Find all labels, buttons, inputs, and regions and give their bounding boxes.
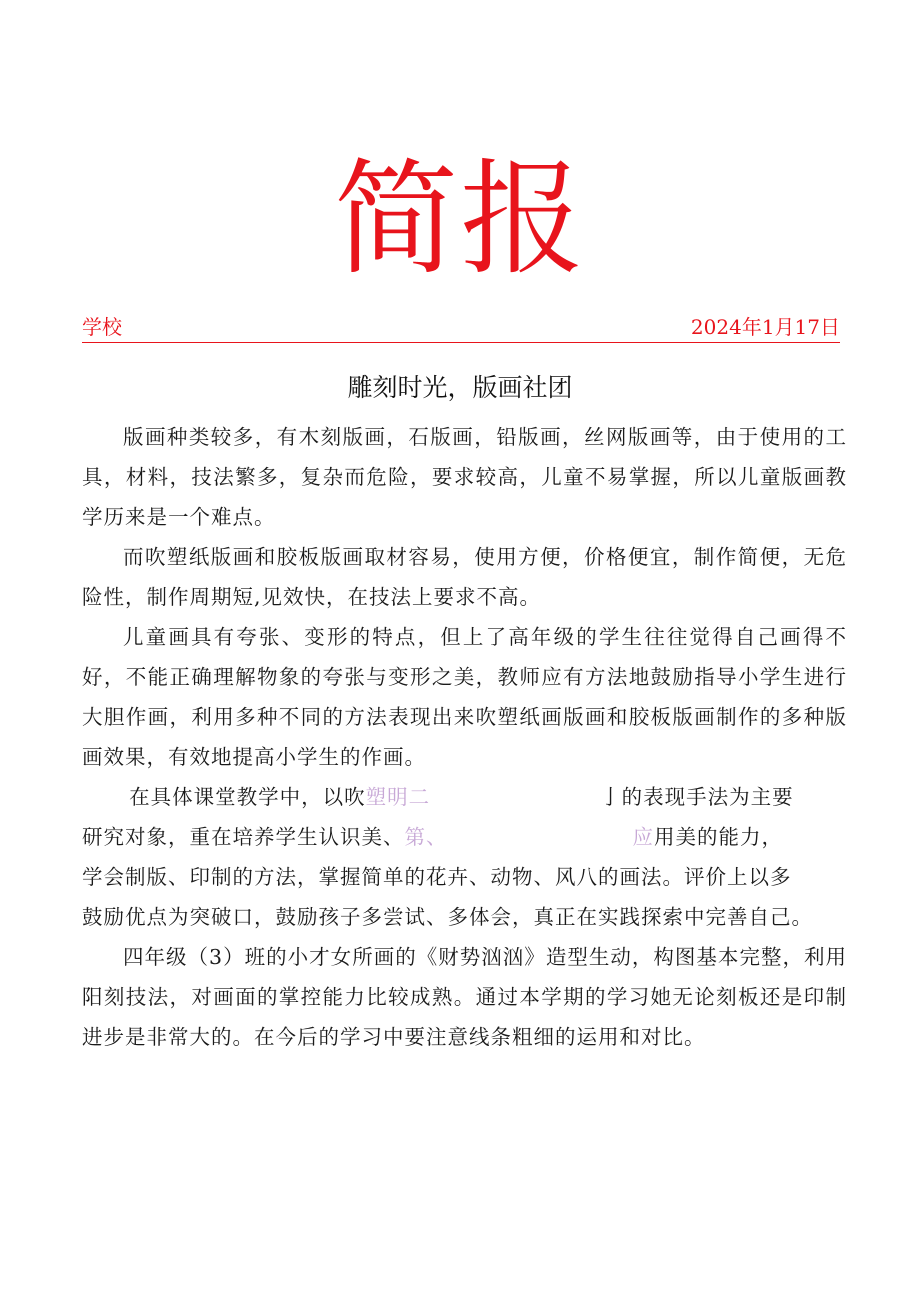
paragraph-1: 版画种类较多，有木刻版画，石版画，铅版画，丝网版画等，由于使用的工具，材料，技法繁多，复杂而危险，要求较高，儿童不易掌握，所以儿童版画教学历来是一个难点。 [82, 425, 847, 529]
masthead-title: 简报 [333, 148, 586, 292]
meta-row [82, 312, 840, 343]
article-body [82, 417, 847, 1057]
paragraph-5: 四年级（3）班的小才女所画的《财势汹汹》造型生动，构图基本完整，利用阳刻技法，对画面的掌控能力比较成熟。通过本学期的学习她无论刻板还是印制进步是非常大的。在今后的学习中要注意线条粗细的运用和对比。 [82, 945, 847, 1049]
text-segment: 在具体课堂教学中，以吹 [129, 785, 366, 809]
faded-text: 第、 [404, 825, 448, 849]
issue-date: 2024年1月17日 [690, 315, 840, 339]
text-segment: 用美的能力， [654, 825, 783, 849]
text-segment: 亅的表现手法为主要 [600, 785, 794, 809]
paragraph-4 [82, 777, 847, 937]
paragraph-4-line-4: 鼓励优点为突破口，鼓励孩子多尝试、多体会，真正在实践探索中完善自己。 [82, 905, 813, 929]
faded-text: 应 [632, 825, 654, 849]
paragraph-4-line-2 [82, 817, 847, 857]
paragraph-4-line-1 [82, 777, 847, 817]
text-segment: 研究对象，重在培养学生认识美、 [82, 825, 405, 849]
article-title: 雕刻时光，版画社团 [347, 373, 573, 402]
school-label: 学校 [82, 315, 122, 339]
paragraph-3: 儿童画具有夸张、变形的特点，但上了高年级的学生往往觉得自己画得不好，不能正确理解物象的夸张与变形之美，教师应有方法地鼓励指导小学生进行大胆作画，利用多种不同的方法表现出来吹塑纸画版画和胶板版画制作的多种版画效果，有效地提高小学生的作画。 [82, 625, 847, 769]
faded-text: 塑明二 [365, 785, 431, 809]
paragraph-4-line-3: 学会制版、印制的方法，掌握简单的花卉、动物、风八的画法。评价上以多 [82, 865, 792, 889]
paragraph-2: 而吹塑纸版画和胶板版画取材容易，使用方便，价格便宜，制作简便，无危险性，制作周期短,见效快，在技法上要求不高。 [82, 545, 847, 609]
